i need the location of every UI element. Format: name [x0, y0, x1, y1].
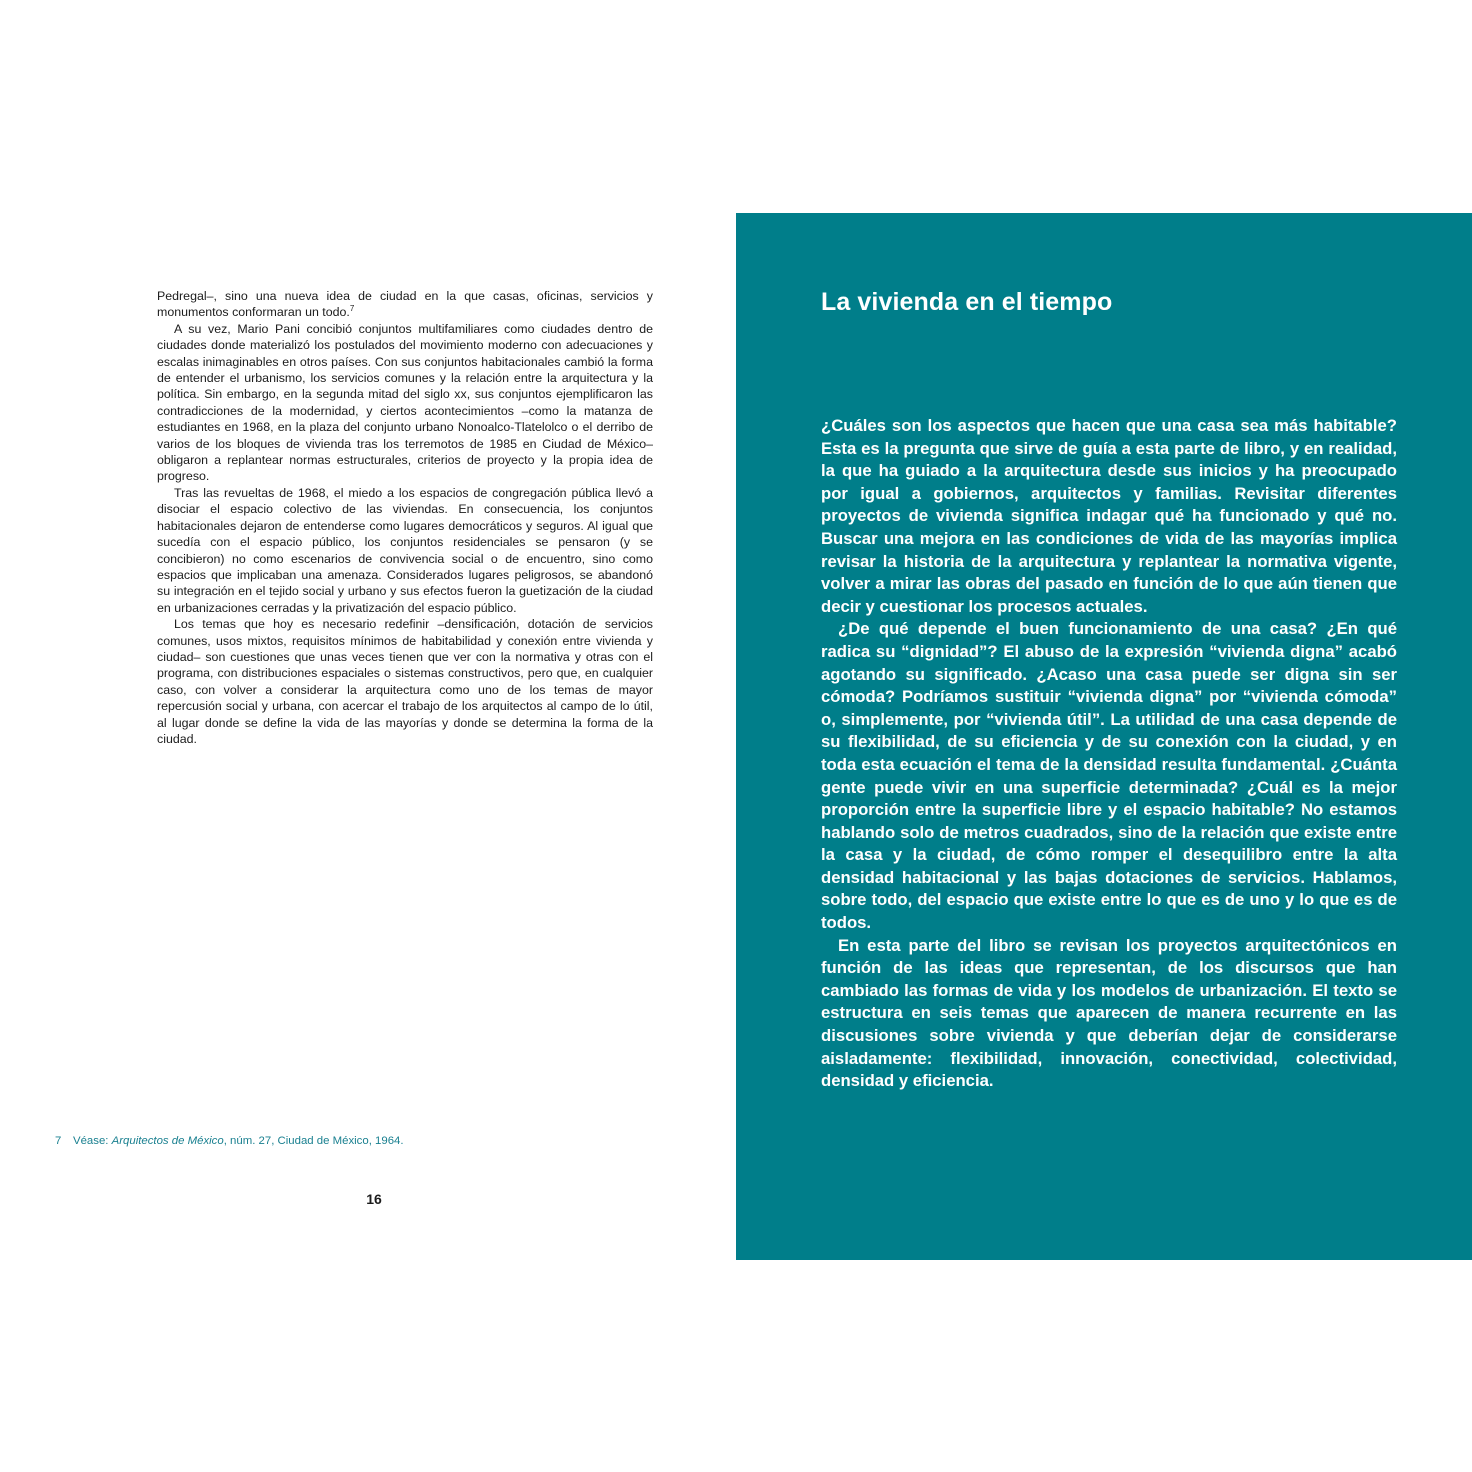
panel-text: [821, 415, 1397, 1093]
body-paragraph-text: Pedregal–, sino una nueva idea de ciudad en la que casas, oficinas, servicios y monumentos conformaran un todo.: [157, 289, 653, 320]
footnote-suffix: , núm. 27, Ciudad de México, 1964.: [223, 1135, 404, 1147]
body-paragraph: [157, 288, 653, 321]
section-title: La vivienda en el tiempo: [821, 288, 1113, 316]
footnote-prefix: Véase:: [73, 1135, 112, 1147]
body-paragraph: Los temas que hoy es necesario redefinir –densificación, dotación de servicios comunes, usos mixtos, requisitos mínimos de habitabilidad y conexión entre vivienda y ciudad– son cuestiones que unas veces tienen que ver con la normativa y otras con el programa, con distribuciones espaciales o sistemas constructivos, pero que, en cualquier caso, con volver a considerar la arquitectura como uno de los temas de mayor repercusión social y urbana, con acercar el trabajo de los arquitectos al campo de lo útil, al lugar donde se define la vida de las mayorías y donde se determina la forma de la ciudad.: [157, 617, 653, 746]
body-paragraph: A su vez, Mario Pani concibió conjuntos multifamiliares como ciudades dentro de ciudades donde materializó los postulados del movimiento moderno con adecuaciones y escalas inimaginables en otros países. Con sus conjuntos habitacionales cambió la forma de entender el urbanismo, los servicios comunes y la relación entre la arquitectura y la política. Sin embargo, en la segunda mitad del siglo xx, sus conjuntos ejemplificaron las contradicciones de la modernidad, y ciertos acontecimientos –como la matanza de estudiantes en 1968, en la plaza del conjunto urbano Nonoalco-Tlatelolco o el derribo de varios de los bloques de vivienda tras los terremotos de 1985 en Ciudad de México– obligaron a replantear normas estructurales, criterios de proyecto y la propia idea de progreso.: [157, 321, 653, 484]
page-number: 16: [366, 1191, 382, 1207]
footnote: [55, 1133, 404, 1149]
body-text: [157, 288, 653, 747]
body-paragraph: Tras las revueltas de 1968, el miedo a los espacios de congregación pública llevó a disociar el espacio colectivo de las viviendas. En consecuencia, los conjuntos habitacionales dejaron de entenderse como lugares democráticos y seguros. Al igual que sucedía con el espacio público, los conjuntos residenciales se pensaron (y se concibieron) no como escenarios de convivencia social o de encuentro, sino como espacios que implicaban una amenaza. Considerados lugares peligrosos, se abandonó su integración en el tejido social y urbano y sus efectos fueron la guetización de la ciudad en urbanizaciones cerradas y la privatización del espacio público.: [157, 485, 653, 615]
footnote-number: 7: [55, 1135, 62, 1147]
footnote-source-title: Arquitectos de México: [111, 1135, 224, 1147]
teal-panel: [736, 213, 1472, 1260]
panel-paragraph: ¿De qué depende el buen funcionamiento de una casa? ¿En qué radica su “dignidad”? El abuso de la expresión “vivienda digna” acabó agotando su significado. ¿Acaso una casa puede ser digna sin ser cómoda? Podríamos sustituir “vivienda digna” por “vivienda cómoda” o, simplemente, por “vivienda útil”. La utilidad de una casa depende de su flexibilidad, de su eficiencia y de su conexión con la ciudad, y en toda esta ecuación el tema de la densidad resulta fundamental. ¿Cuánta gente puede vivir en una superficie determinada? ¿Cuál es la mejor proporción entre la superficie libre y el espacio habitable? No estamos hablando solo de metros cuadrados, sino de la relación que existe entre la casa y la ciudad, de cómo romper el desequilibro entre la alta densidad habitacional y las bajas dotaciones de servicios. Hablamos, sobre todo, del espacio que existe entre lo que es de uno y lo que es de todos.: [821, 619, 1397, 933]
panel-paragraph: En esta parte del libro se revisan los proyectos arquitectónicos en función de las ideas que representan, de los discursos que han cambiado las formas de vida y los modelos de urbanización. El texto se estructura en seis temas que aparecen de manera recurrente en las discusiones sobre vivienda y que deberían dejar de considerarse aisladamente: flexibilidad, innovación, conectividad, colectividad, densidad y eficiencia.: [821, 935, 1397, 1091]
footnote-reference: 7: [349, 304, 355, 314]
panel-paragraph: ¿Cuáles son los aspectos que hacen que una casa sea más habitable? Esta es la pregunta que sirve de guía a esta parte de libro, y en realidad, la que ha guiado a la arquitectura desde sus inicios y ha preocupado por igual a gobiernos, arquitectos y familias. Revisitar diferentes proyectos de vivienda significa indagar qué ha funcionado y qué no. Buscar una mejora en las condiciones de vida de las mayorías implica revisar la historia de la arquitectura y replantear la normativa vigente, volver a mirar las obras del pasado en función de lo que aún tienen que decir y cuestionar los procesos actuales.: [821, 416, 1397, 616]
